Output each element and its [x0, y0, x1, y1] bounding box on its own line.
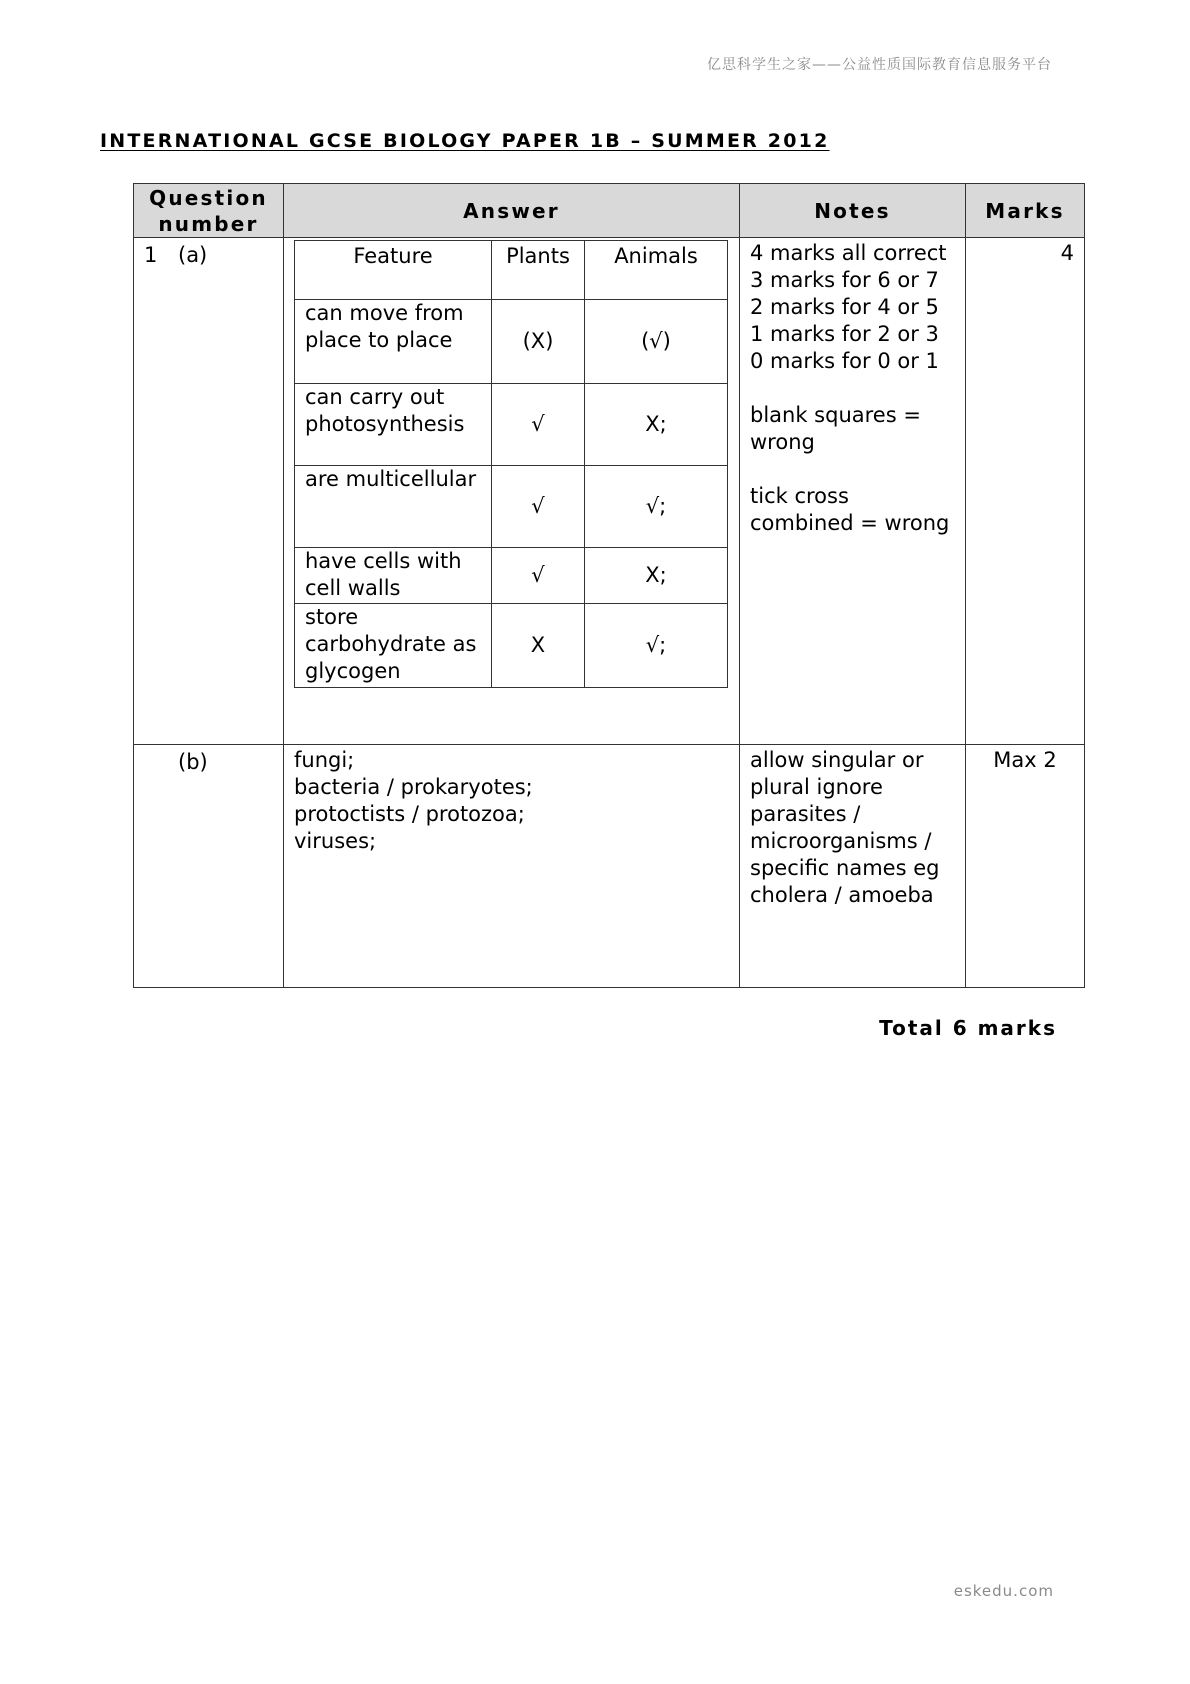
- total-marks: Total 6 marks: [879, 1016, 1057, 1040]
- document-title: INTERNATIONAL GCSE BIOLOGY PAPER 1B – SUMMER 2012: [100, 130, 830, 152]
- animals-mark: X;: [585, 384, 728, 466]
- feature-row: [295, 548, 728, 604]
- feature-table-header: [295, 241, 728, 300]
- question-number-header: Question number: [134, 184, 284, 238]
- question-number: 1: [144, 243, 158, 267]
- animals-header: Animals: [585, 241, 728, 300]
- animals-mark: X;: [585, 548, 728, 604]
- feature-table: [294, 240, 728, 688]
- answer-line: viruses;: [294, 829, 377, 853]
- question-part: (a): [178, 243, 208, 267]
- note-line: 1 marks for 2 or 3: [750, 322, 939, 346]
- notes-cell: allow singular or plural ignore parasites / microorganisms / specific names eg cholera / amoeba: [740, 745, 966, 988]
- question-number-cell: [134, 238, 284, 745]
- note-spacer: [750, 456, 955, 483]
- feature-text: have cells with cell walls: [295, 548, 492, 604]
- header-row: [134, 184, 1085, 238]
- feature-row: [295, 466, 728, 548]
- plants-mark: (X): [492, 300, 585, 384]
- answer-cell: [284, 745, 740, 988]
- feature-row: [295, 604, 728, 688]
- notes-cell: [740, 238, 966, 745]
- note-line: 0 marks for 0 or 1: [750, 349, 939, 373]
- answer-line: protoctists / protozoa;: [294, 802, 525, 826]
- plants-mark: √: [492, 466, 585, 548]
- site-header-text: 亿思科学生之家——公益性质国际教育信息服务平台: [707, 57, 1052, 73]
- feature-text: are multicellular: [295, 466, 492, 548]
- marks-cell: Max 2: [966, 745, 1085, 988]
- feature-text: can move from place to place: [295, 300, 492, 384]
- question-number-cell: [134, 745, 284, 988]
- note-line: 3 marks for 6 or 7: [750, 268, 939, 292]
- footer-site: eskedu.com: [953, 1582, 1054, 1600]
- note-line: tick cross combined = wrong: [750, 484, 950, 535]
- marks-cell: 4: [966, 238, 1085, 745]
- marks-header: Marks: [966, 184, 1085, 238]
- feature-text: can carry out photosynthesis: [295, 384, 492, 466]
- feature-row: [295, 300, 728, 384]
- animals-mark: (√): [585, 300, 728, 384]
- feature-header: Feature: [295, 241, 492, 300]
- plants-mark: √: [492, 548, 585, 604]
- note-line: blank squares = wrong: [750, 403, 921, 454]
- answer-cell: [284, 238, 740, 745]
- notes-header: Notes: [740, 184, 966, 238]
- feature-text: store carbohydrate as glycogen: [295, 604, 492, 688]
- question-part: (b): [178, 750, 208, 774]
- question-row-b: [134, 745, 1085, 988]
- plants-mark: √: [492, 384, 585, 466]
- plants-header: Plants: [492, 241, 585, 300]
- animals-mark: √;: [585, 466, 728, 548]
- feature-row: [295, 384, 728, 466]
- answer-line: bacteria / prokaryotes;: [294, 775, 533, 799]
- answer-header: Answer: [284, 184, 740, 238]
- question-row-a: [134, 238, 1085, 745]
- note-line: 2 marks for 4 or 5: [750, 295, 939, 319]
- plants-mark: X: [492, 604, 585, 688]
- answer-line: fungi;: [294, 748, 355, 772]
- mark-scheme-table: [133, 183, 1085, 988]
- animals-mark: √;: [585, 604, 728, 688]
- note-spacer: [750, 375, 955, 402]
- note-line: 4 marks all correct: [750, 241, 947, 265]
